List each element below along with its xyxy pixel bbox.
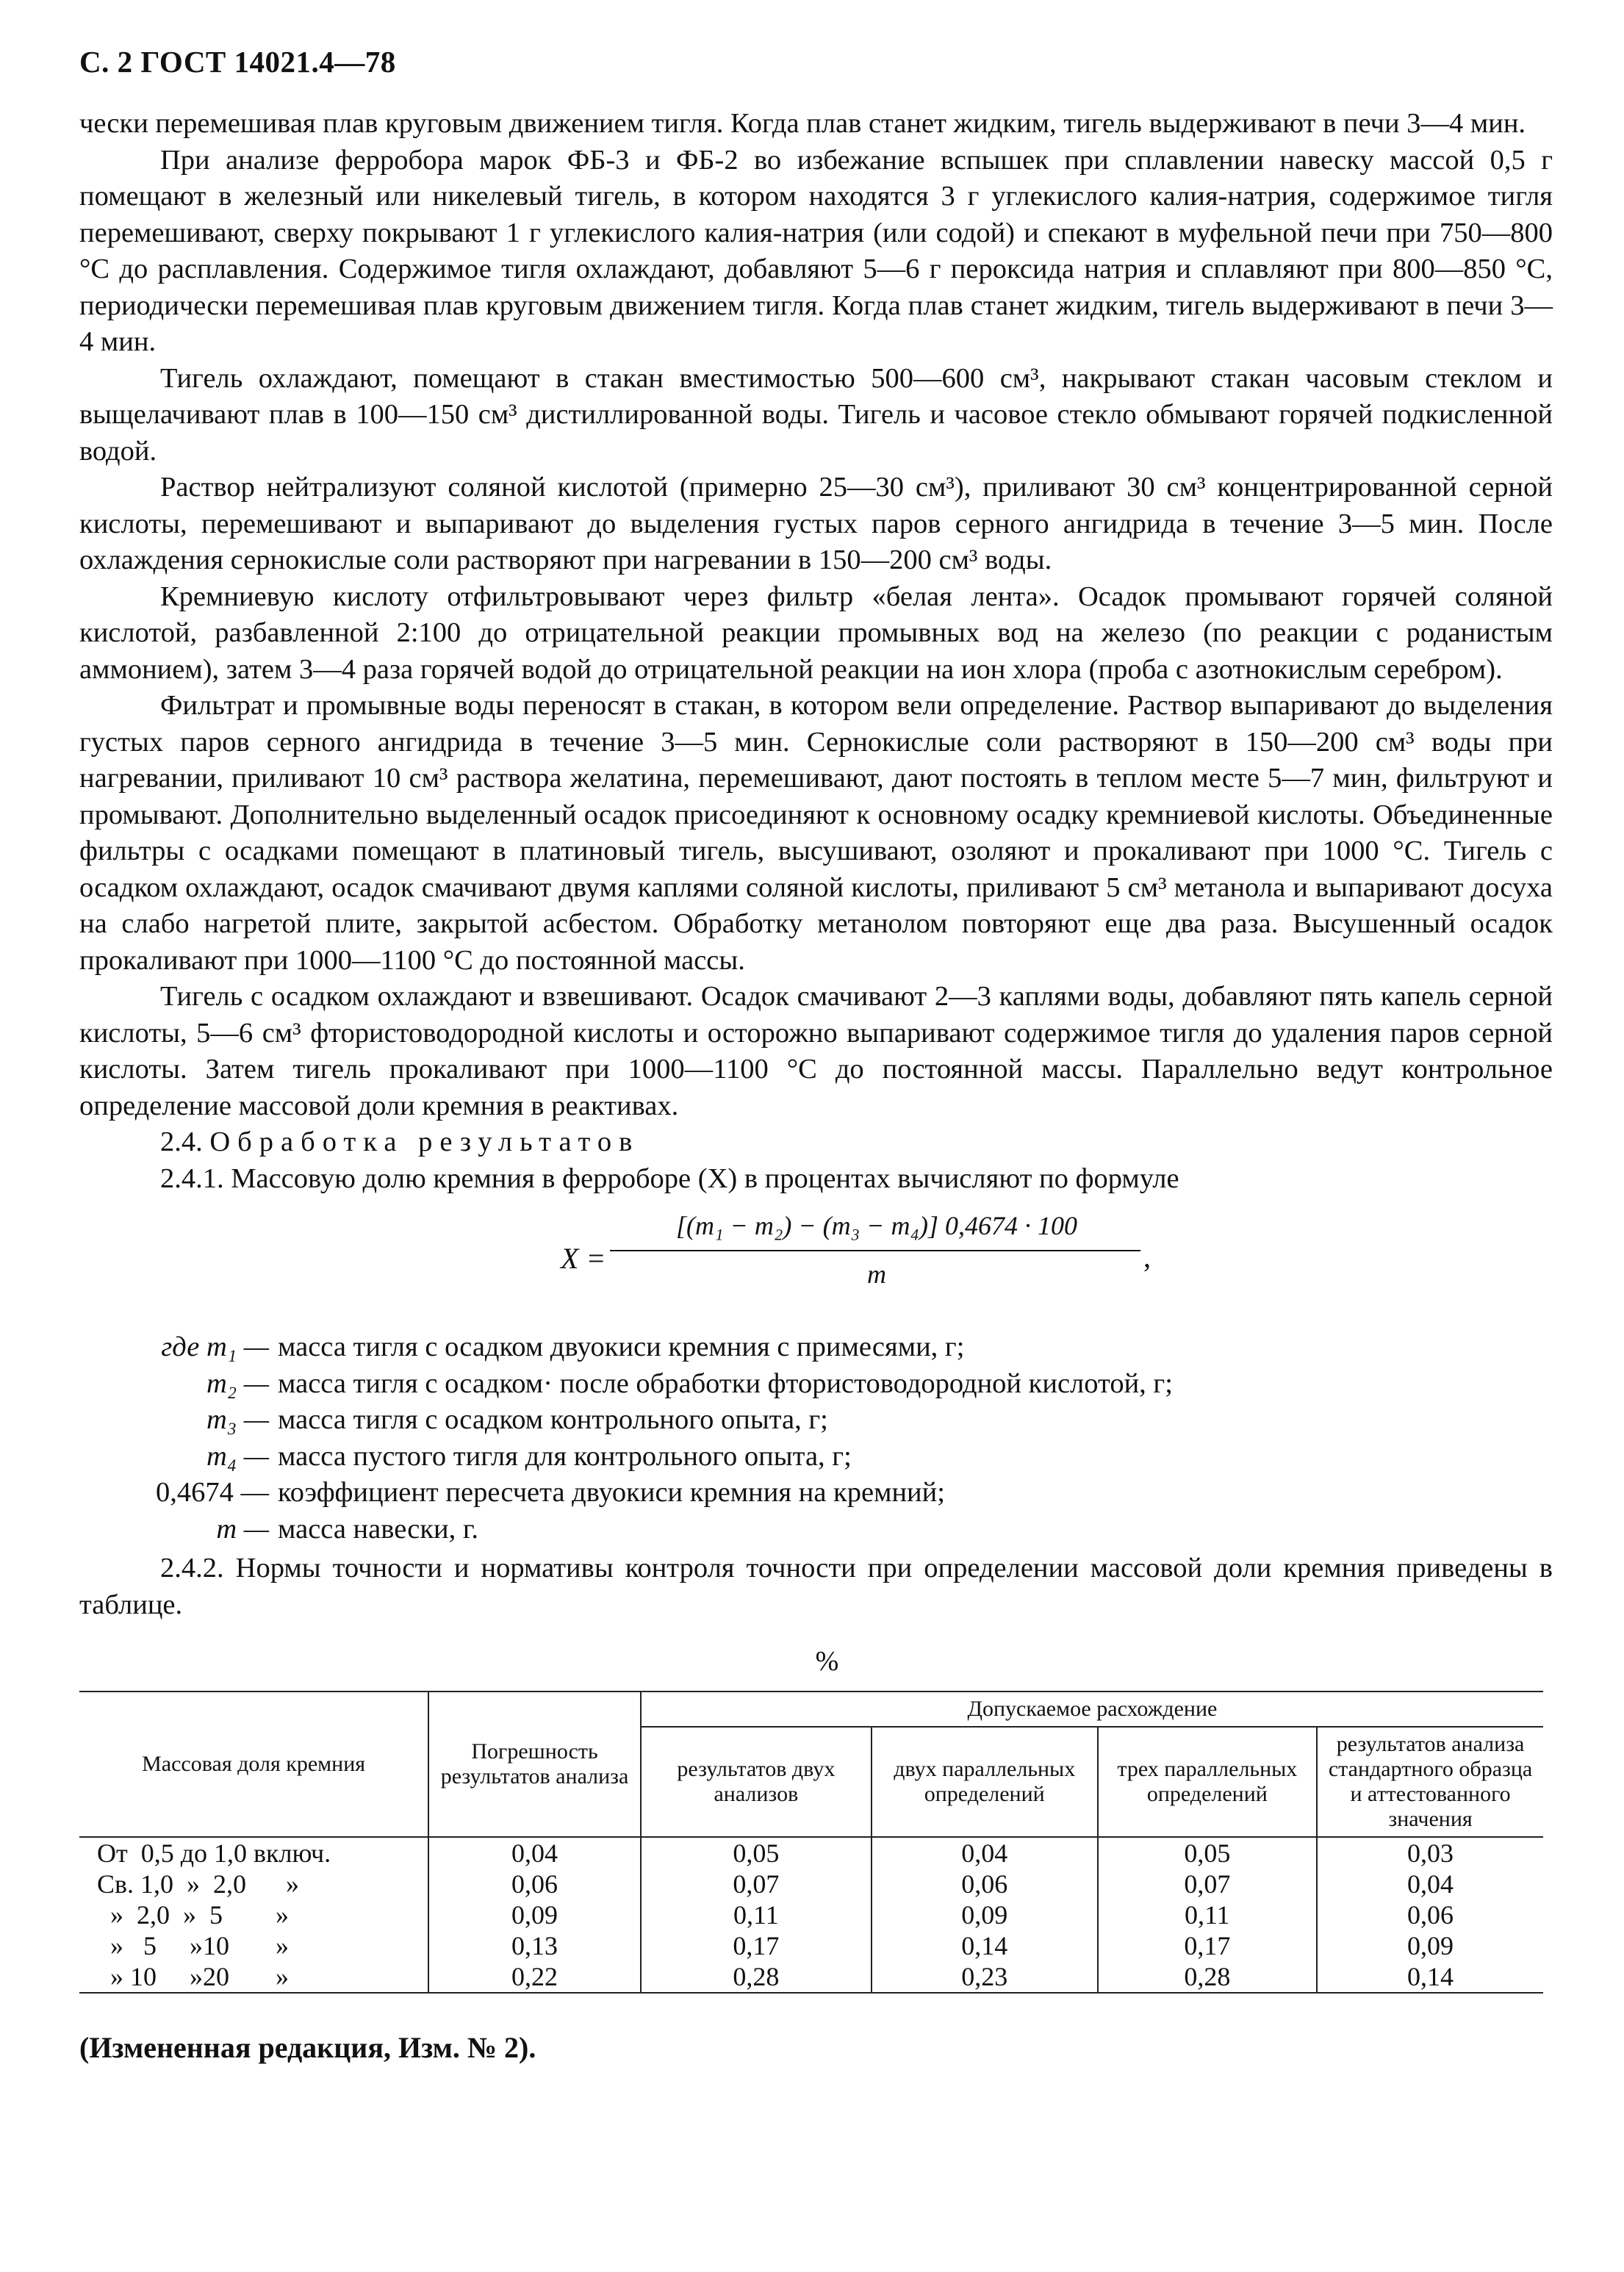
amendment-note: (Измененная редакция, Изм. № 2).: [79, 2031, 536, 2064]
legend-text: масса тигля с осадком двуокиси кремния с примесями, г;: [278, 1331, 965, 1362]
cell-three-parallel: 0,11: [1098, 1899, 1318, 1930]
cell-two-results: 0,05: [641, 1837, 872, 1869]
cell-range: От 0,5 до 1,0 включ.: [79, 1837, 428, 1869]
paragraph-5: Кремниевую кислоту отфильтровывают через фильтр «белая лента». Осадок промывают горячей соляной кислотой, разбавленной 2:100 до отрицательной реакции промывных вод на железо (по реакции с роданистым аммонием), затем 3—4 раза горячей водой до отрицательной реакции на ион хлора (проба с азотнокислым серебром).: [79, 580, 1553, 685]
legend-symbol: m —: [216, 1513, 269, 1545]
col-standard-header: результатов анализа стандартного образца и аттестованного значения: [1317, 1727, 1543, 1837]
col-two-results-header: результатов двух анализов: [641, 1727, 872, 1837]
cell-two-results: 0,28: [641, 1961, 872, 1993]
col-group-header: Допускаемое расхождение: [641, 1692, 1543, 1727]
cell-error: 0,09: [428, 1899, 641, 1930]
table-row: [79, 1961, 1543, 1993]
cell-error: 0,06: [428, 1869, 641, 1899]
cell-standard: 0,06: [1317, 1899, 1543, 1930]
cell-standard: 0,04: [1317, 1869, 1543, 1899]
col-error-header: Погрешность результатов анализа: [428, 1692, 641, 1837]
legend-symbol: m₄ —: [206, 1440, 269, 1472]
cell-three-parallel: 0,07: [1098, 1869, 1318, 1899]
page-header: С. 2 ГОСТ 14021.4—78: [79, 45, 396, 79]
legend-row: [79, 1439, 1553, 1475]
legend-symbol: m₃ —: [206, 1404, 269, 1435]
formula-fraction-bar: [610, 1250, 1140, 1251]
formula-comma: ,: [1143, 1240, 1151, 1273]
cell-range: » 5 »10 »: [79, 1930, 428, 1961]
cell-error: 0,04: [428, 1837, 641, 1869]
table-row: [79, 1930, 1543, 1961]
precision-table: [79, 1691, 1543, 1994]
cell-error: 0,13: [428, 1930, 641, 1961]
table-row: [79, 1869, 1543, 1899]
cell-two-parallel: 0,14: [872, 1930, 1098, 1961]
cell-standard: 0,14: [1317, 1961, 1543, 1993]
document-page: [79, 44, 1553, 2065]
col-three-parallel-header: трех параллельных определений: [1098, 1727, 1318, 1837]
legend-text: коэффициент пересчета двуокиси кремния на кремний;: [278, 1477, 945, 1508]
section-number: 2.4.: [160, 1126, 203, 1157]
paragraph-4: Раствор нейтрализуют соляной кислотой (примерно 25—30 см³), приливают 30 см³ концентрированной серной кислоты, перемешивают и выпаривают до выделения густых паров серного ангидрида в течение 3—5 мин. После охлаждения сернокислые соли растворяют при нагревании в 150—200 см³ воды.: [79, 472, 1553, 575]
cell-range: » 2,0 » 5 »: [79, 1899, 428, 1930]
formula-numerator: [(m₁ − m₂) − (m₃ − m₄)] 0,4674 · 100: [676, 1211, 1077, 1240]
formula-lhs: X =: [561, 1242, 606, 1275]
paragraph-1: чески перемешивая плав круговым движением тигля. Когда плав станет жидким, тигель выдерживают в печи 3—4 мин.: [79, 108, 1526, 139]
legend-row: [79, 1329, 1553, 1366]
paragraph-2-4-2: 2.4.2. Нормы точности и нормативы контроля точности при определении массовой доли кремния приведены в таблице.: [79, 1553, 1553, 1620]
cell-two-parallel: 0,04: [872, 1837, 1098, 1869]
cell-standard: 0,09: [1317, 1930, 1543, 1961]
paragraph-7: Тигель с осадком охлаждают и взвешивают. Осадок смачивают 2—3 каплями воды, добавляют пять капель серной кислоты, 5—6 см³ фтористоводородной кислоты и осторожно выпаривают содержимое тигля до удаления паров серной кислоты. Затем тигель прокаливают при 1000—1100 °С до постоянной массы. Параллельно ведут контрольное определение массовой доли кремния в реактивах.: [79, 981, 1553, 1121]
paragraph-6: Фильтрат и промывные воды переносят в стакан, в котором вели определение. Раствор выпаривают до выделения густых паров серного ангидрида в течение 3—5 мин. Сернокислые соли растворяют в 150—200 см³ воды при нагревании, приливают 10 см³ раствора желатина, перемешивают, дают постоять в теплом месте 5—7 мин, фильтруют и промывают. Дополнительно выделенный осадок присоединяют к основному осадку кремниевой кислоты. Объединенные фильтры с осадками помещают в платиновый тигель, высушивают, озоляют и прокаливают при 1000 °С. Тигель с осадком охлаждают, осадок смачивают двумя каплями соляной кислоты, приливают 5 см³ метанола и выпаривают досуха на слабо нагретой плите, закрытой асбестом. Обработку метанолом повторяют еще два раза. Высушенный осадок прокаливают при 1000—1100 °С до постоянной массы.: [79, 690, 1553, 976]
table-unit: %: [815, 1646, 839, 1677]
legend-row: [79, 1402, 1553, 1439]
paragraph-2-4-1: 2.4.1. Массовую долю кремния в ферроборе (X) в процентах вычисляют по формуле: [160, 1162, 1179, 1194]
cell-two-results: 0,07: [641, 1869, 872, 1899]
cell-standard: 0,03: [1317, 1837, 1543, 1869]
legend-symbol: m₂ —: [206, 1367, 269, 1399]
paragraph-2-4-2-wrap: [79, 1550, 1553, 1623]
cell-two-results: 0,11: [641, 1899, 872, 1930]
cell-two-parallel: 0,23: [872, 1961, 1098, 1993]
body-text: [79, 106, 1553, 1197]
legend-symbol: где m₁ —: [161, 1331, 269, 1362]
cell-two-results: 0,17: [641, 1930, 872, 1961]
legend-text: масса навески, г.: [278, 1513, 478, 1545]
cell-range: » 10 »20 »: [79, 1961, 428, 1993]
legend-text: масса тигля с осадком· после обработки фтористоводородной кислотой, г;: [278, 1367, 1173, 1399]
col-two-parallel-header: двух параллельных определений: [872, 1727, 1098, 1837]
legend-row: [79, 1366, 1553, 1403]
table-row: [79, 1899, 1543, 1930]
cell-two-parallel: 0,09: [872, 1899, 1098, 1930]
cell-range: Св. 1,0 » 2,0 »: [79, 1869, 428, 1899]
legend-symbol: 0,4674 —: [156, 1477, 269, 1508]
formula-denominator: m: [867, 1259, 886, 1289]
col-mass-header: Массовая доля кремния: [79, 1692, 428, 1837]
cell-three-parallel: 0,05: [1098, 1837, 1318, 1869]
section-title: Обработка результатов: [209, 1126, 640, 1157]
variable-legend: [79, 1329, 1553, 1547]
section-heading-2-4: [79, 1124, 1553, 1161]
cell-two-parallel: 0,06: [872, 1869, 1098, 1899]
cell-error: 0,22: [428, 1961, 641, 1993]
formula: [79, 1210, 1553, 1320]
table-row: [79, 1837, 1543, 1869]
cell-three-parallel: 0,17: [1098, 1930, 1318, 1961]
legend-row: [79, 1475, 1553, 1511]
legend-row: [79, 1511, 1553, 1548]
legend-text: масса пустого тигля для контрольного опыта, г;: [278, 1440, 852, 1472]
cell-three-parallel: 0,28: [1098, 1961, 1318, 1993]
legend-text: масса тигля с осадком контрольного опыта, г;: [278, 1404, 828, 1435]
paragraph-3: Тигель охлаждают, помещают в стакан вместимостью 500—600 см³, накрывают стакан часовым стеклом и выщелачивают плав в 100—150 см³ дистиллированной воды. Тигель и часовое стекло обмывают горячей подкисленной водой.: [79, 362, 1553, 467]
paragraph-2: При анализе ферробора марок ФБ-3 и ФБ-2 во избежание вспышек при сплавлении навеску массой 0,5 г помещают в железный или никелевый тигель, в котором находятся 3 г углекислого калия-натрия, содержимое тигля перемешивают, сверху покрывают 1 г углекислого калия-натрия (или содой) и спекают в муфельной печи при 750—800 °С до расплавления. Содержимое тигля охлаждают, добавляют 5—6 г пероксида натрия и сплавляют при 800—850 °С, периодически перемешивая плав круговым движением тигля. Когда плав станет жидким, тигель выдерживают в печи 3—4 мин.: [79, 144, 1553, 357]
